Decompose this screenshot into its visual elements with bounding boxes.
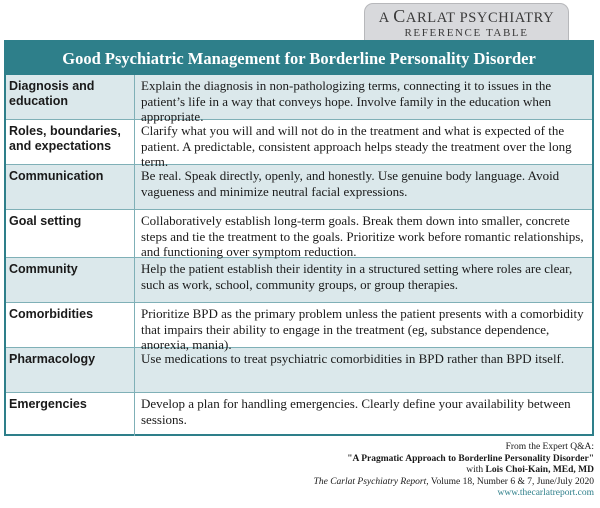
- row-text: Use medications to treat psychiatric comorbidities in BPD rather than BPD itself.: [141, 351, 565, 366]
- table-body: [6, 75, 592, 436]
- row-text: Collaboratively establish long-term goals. Break them down into smaller, concrete steps and tie the treatment to the goals. Prioritize work before romantic relationships, and functioning over symptom reduction.: [141, 213, 584, 259]
- row-label: Emergencies: [6, 393, 135, 436]
- table-row: [6, 392, 592, 436]
- brand-line: [365, 6, 568, 26]
- brand-prefix: A: [378, 10, 394, 26]
- row-label: Pharmacology: [6, 348, 135, 392]
- row-label: Diagnosis and education: [6, 75, 135, 119]
- citation-source: From the Expert Q&A:: [505, 442, 594, 452]
- table-row: [6, 209, 592, 257]
- citation-journal-line: [314, 477, 594, 489]
- row-label: Roles, boundaries, and expectations: [6, 120, 135, 164]
- table-row: [6, 257, 592, 302]
- table-row: [6, 347, 592, 392]
- row-text: Prioritize BPD as the primary problem unless the patient presents with a comorbidity that impairs their ability to engage in the treatment (eg, substance dependence, anorexia, mania).: [141, 306, 584, 352]
- brand-name: ARLAT PSYCHIATRY: [405, 10, 555, 26]
- citation-author: Lois Choi-Kain, MEd, MD: [485, 465, 594, 475]
- citation-author-prefix: with: [466, 465, 486, 475]
- table-row: [6, 119, 592, 169]
- row-text: Develop a plan for handling emergencies. Clearly define your availability between sessions.: [141, 396, 571, 427]
- table-row: [6, 75, 592, 124]
- row-label: Community: [6, 258, 135, 302]
- citation-url[interactable]: www.thecarlatreport.com: [497, 488, 594, 498]
- row-label: Goal setting: [6, 210, 135, 257]
- table-title: Good Psychiatric Management for Borderline Personality Disorder: [6, 42, 592, 75]
- reference-table: [4, 40, 594, 436]
- citation-author-line: [314, 465, 594, 477]
- reference-table-label: REFERENCE TABLE: [404, 27, 529, 39]
- row-text: Be real. Speak directly, openly, and honestly. Use genuine body language. Avoid vagueness and minimize neutral facial expressions.: [141, 168, 560, 199]
- table-row: [6, 164, 592, 209]
- citation: [314, 442, 594, 500]
- reference-table-tab: [364, 3, 569, 41]
- brand-cap-letter: C: [393, 6, 406, 26]
- table-row: [6, 302, 592, 352]
- citation-volume: , Volume 18, Number 6 & 7, June/July 2020: [426, 476, 594, 487]
- row-label: Comorbidities: [6, 303, 135, 347]
- row-text: Clarify what you will and will not do in the treatment and what is expected of the patient. A predictable, consistent approach helps steady the treatment over the long term.: [141, 123, 572, 169]
- citation-article-title: "A Pragmatic Approach to Borderline Personality Disorder": [347, 453, 594, 464]
- citation-journal: The Carlat Psychiatry Report: [313, 476, 427, 487]
- row-text: Explain the diagnosis in non-pathologizing terms, connecting it to issues in the patient’s life in a way that conveys hope. Involve family in the education when appropriate.: [141, 78, 552, 124]
- row-text: Help the patient establish their identity in a structured setting where roles are clear, such as work, school, community groups, or group therapies.: [141, 261, 573, 292]
- row-label: Communication: [6, 165, 135, 209]
